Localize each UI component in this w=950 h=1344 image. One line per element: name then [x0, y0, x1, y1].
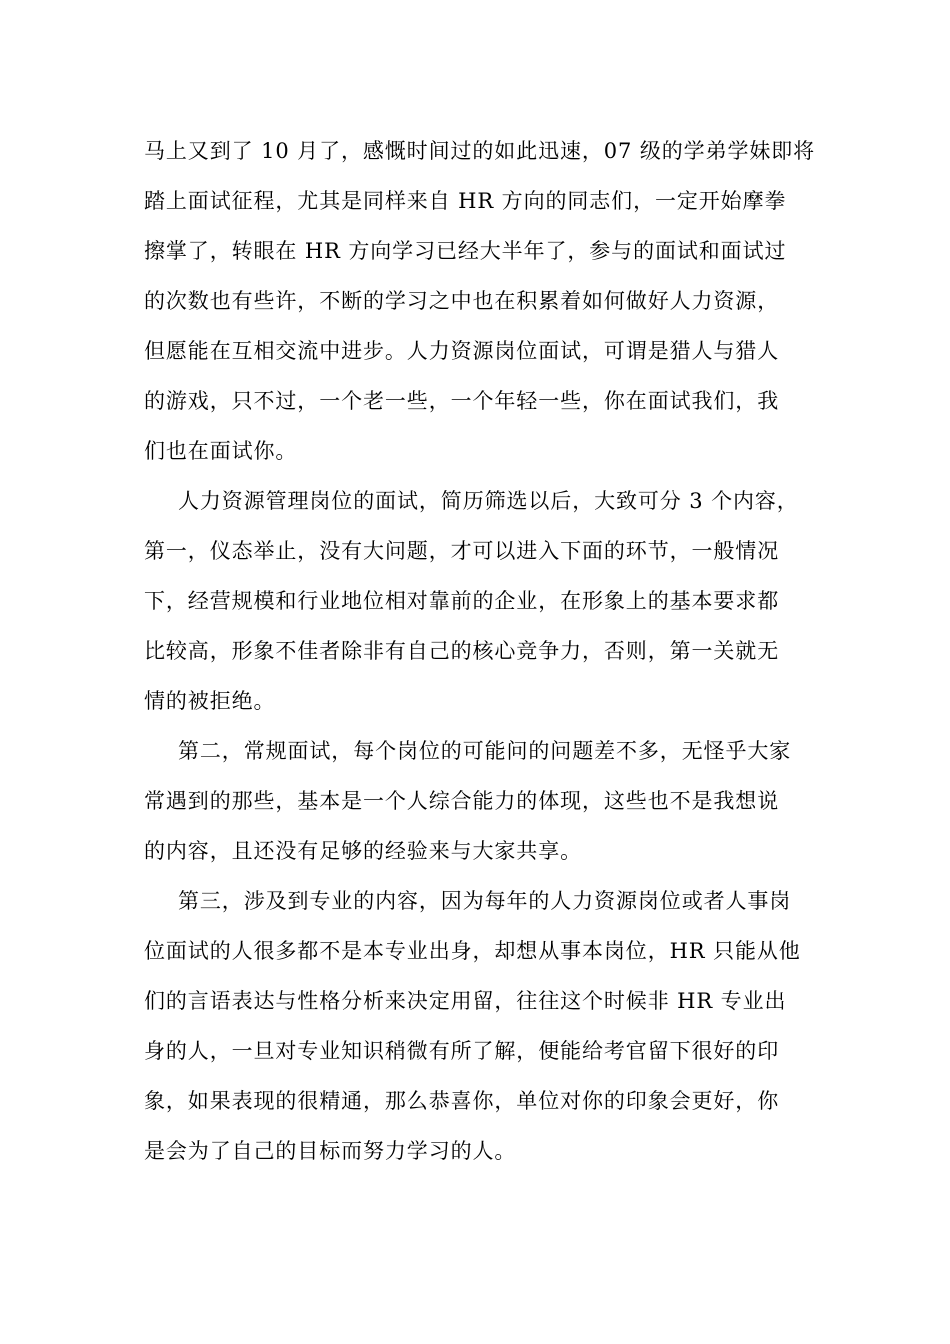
text-line: 位面试的人很多都不是本专业出身，却想从事本岗位，HR 只能从他: [144, 939, 801, 963]
paragraph-4: [144, 876, 816, 1176]
text-line: 擦掌了，转眼在 HR 方向学习已经大半年了，参与的面试和面试过: [144, 239, 787, 263]
document-body: [144, 126, 816, 1176]
text-line: 但愿能在互相交流中进步。人力资源岗位面试，可谓是猎人与猎人: [144, 339, 780, 363]
paragraph-1: [144, 126, 816, 476]
text-line: 常遇到的那些，基本是一个人综合能力的体现，这些也不是我想说: [144, 789, 780, 813]
paragraph-3: [144, 726, 816, 876]
text-line: 的游戏，只不过，一个老一些，一个年轻一些，你在面试我们，我: [144, 389, 780, 413]
text-line: 第三，涉及到专业的内容，因为每年的人力资源岗位或者人事岗: [178, 889, 792, 913]
text-line: 下，经营规模和行业地位相对靠前的企业，在形象上的基本要求都: [144, 589, 780, 613]
text-line: 第一，仪态举止，没有大问题，才可以进入下面的环节，一般情况: [144, 539, 780, 563]
text-line: 第二，常规面试，每个岗位的可能问的问题差不多，无怪乎大家: [178, 739, 792, 763]
text-line: 身的人，一旦对专业知识稍微有所了解，便能给考官留下很好的印: [144, 1039, 780, 1063]
text-line: 是会为了自己的目标而努力学习的人。: [144, 1139, 517, 1163]
paragraph-2: [144, 476, 816, 726]
text-line: 的内容，且还没有足够的经验来与大家共享。: [144, 839, 582, 863]
text-line: 人力资源管理岗位的面试，简历筛选以后，大致可分 3 个内容，: [178, 489, 799, 513]
text-line: 象，如果表现的很精通，那么恭喜你，单位对你的印象会更好，你: [144, 1089, 780, 1113]
text-line: 比较高，形象不佳者除非有自己的核心竞争力，否则，第一关就无: [144, 639, 780, 663]
text-line: 马上又到了 10 月了，感慨时间过的如此迅速，07 级的学弟学妹即将: [144, 139, 816, 163]
text-line: 的次数也有些许，不断的学习之中也在积累着如何做好人力资源，: [144, 289, 780, 313]
text-line: 踏上面试征程，尤其是同样来自 HR 方向的同志们，一定开始摩拳: [144, 189, 787, 213]
text-line: 情的被拒绝。: [144, 689, 276, 713]
text-line: 们也在面试你。: [144, 439, 298, 463]
text-line: 们的言语表达与性格分析来决定用留，往往这个时候非 HR 专业出: [144, 989, 787, 1013]
